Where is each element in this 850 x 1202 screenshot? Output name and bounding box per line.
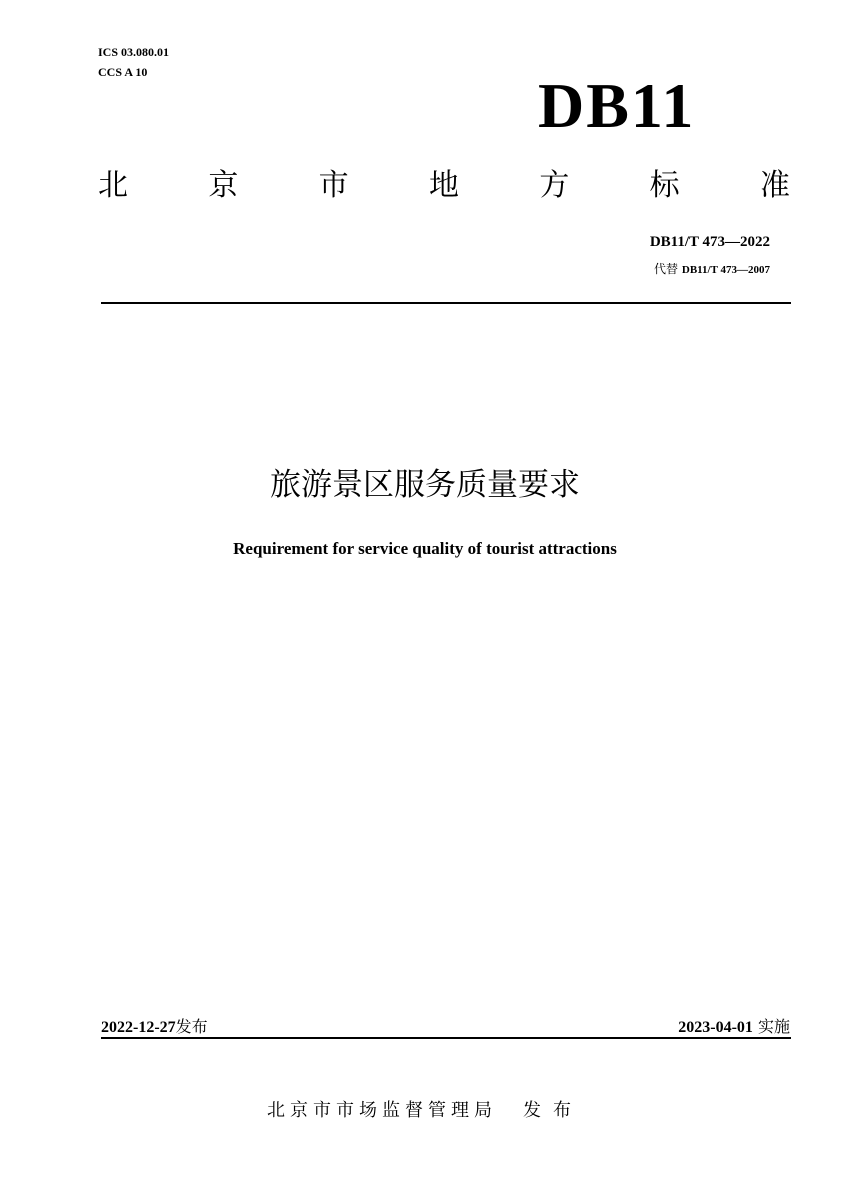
region-char: 标 <box>649 168 680 203</box>
replaces-line <box>654 260 770 279</box>
publisher-line <box>0 1098 850 1124</box>
top-divider <box>101 302 791 304</box>
classification-codes <box>98 42 169 82</box>
region-char: 京 <box>208 168 239 203</box>
title-chinese: 旅游景区服务质量要求 <box>270 467 580 503</box>
issue-label: 发布 <box>175 1017 208 1036</box>
ics-code: ICS 03.080.01 <box>98 45 170 59</box>
implement-date-line <box>678 1017 790 1038</box>
db-mark: DB11 <box>538 70 696 141</box>
standard-number: DB11/T 473—2022 <box>649 234 770 250</box>
implement-label: 实施 <box>757 1017 790 1036</box>
publisher-name: 北京市市场监督管理局 <box>267 1100 497 1121</box>
title-english: Requirement for service quality of tourist attractions <box>233 539 617 558</box>
region-char: 北 <box>98 168 128 203</box>
replaces-code: DB11/T 473—2007 <box>681 264 770 276</box>
region-char: 市 <box>318 168 349 203</box>
bottom-divider <box>101 1037 791 1039</box>
region-char: 地 <box>428 168 459 203</box>
ccs-code: CCS A 10 <box>98 65 148 79</box>
region-char: 方 <box>539 168 570 203</box>
region-char: 准 <box>759 168 790 203</box>
implement-date: 2023-04-01 <box>678 1019 753 1036</box>
replaces-label: 代替 <box>654 262 679 276</box>
issue-date-line <box>101 1017 208 1038</box>
region-standard-heading <box>98 164 790 208</box>
publish-label: 发布 <box>523 1100 583 1121</box>
issue-date: 2022-12-27 <box>101 1019 176 1036</box>
